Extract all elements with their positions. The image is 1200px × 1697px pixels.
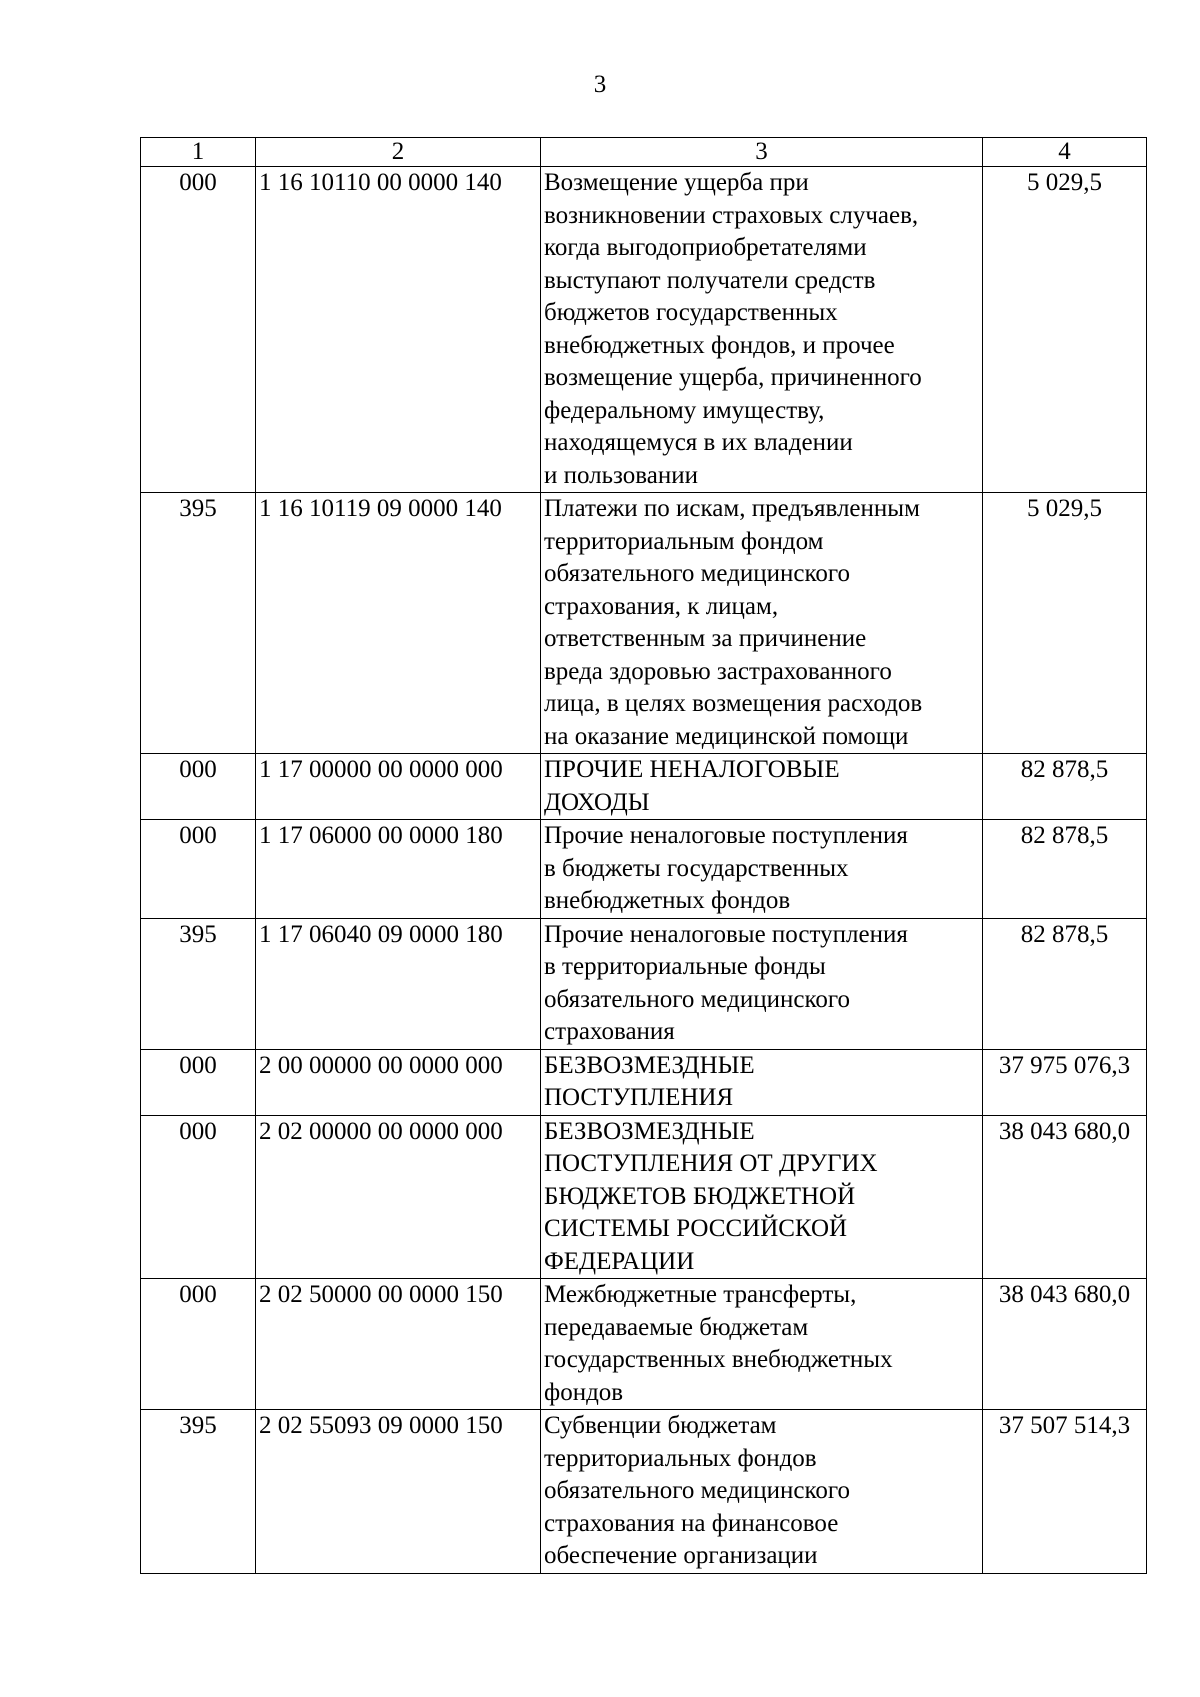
- admin-code-cell: 000: [141, 754, 256, 820]
- column-header-1: 1: [141, 138, 256, 167]
- revenue-name-cell: [541, 820, 983, 919]
- admin-code-cell: 395: [141, 1410, 256, 1574]
- revenue-name-line: внебюджетных фондов, и прочее: [544, 331, 895, 359]
- revenue-name-line: ПОСТУПЛЕНИЯ: [544, 1084, 734, 1111]
- budget-classification-code-cell: 2 00 00000 00 0000 000: [256, 1049, 541, 1115]
- revenue-name-line: внебюджетных фондов: [544, 887, 791, 914]
- revenue-name-line: выступают получатели средств: [544, 266, 876, 294]
- revenue-name-line: СИСТЕМЫ РОССИЙСКОЙ: [544, 1215, 848, 1242]
- revenue-name-line: обязательного медицинского: [544, 560, 851, 587]
- budget-classification-code-cell: 1 16 10119 09 0000 140: [256, 493, 541, 754]
- amount-cell: 37 507 514,3: [983, 1410, 1147, 1574]
- revenue-name-cell: [541, 1410, 983, 1574]
- revenue-name-line: возмещение ущерба, причиненного: [544, 364, 922, 391]
- revenue-name-line: Прочие неналоговые поступления: [544, 920, 908, 948]
- revenue-name-line: страхования на финансовое: [544, 1509, 839, 1537]
- budget-classification-code-cell: 1 16 10110 00 0000 140: [256, 167, 541, 493]
- revenue-name-line: территориальных фондов: [544, 1444, 817, 1472]
- table-row: [141, 1049, 1147, 1115]
- admin-code-cell: 395: [141, 918, 256, 1049]
- revenue-name-cell: [541, 918, 983, 1049]
- revenue-name-line: находящемуся в их владении: [544, 429, 853, 456]
- admin-code-cell: 000: [141, 1115, 256, 1279]
- revenue-name-line: Возмещение ущерба при: [544, 169, 809, 196]
- amount-cell: 5 029,5: [983, 167, 1147, 493]
- revenue-name-line: государственных внебюджетных: [544, 1346, 893, 1373]
- revenue-name-line: ФЕДЕРАЦИИ: [544, 1247, 695, 1275]
- revenue-name-cell: [541, 1279, 983, 1410]
- revenue-name-line: фондов: [544, 1378, 624, 1406]
- revenue-name-line: ДОХОДЫ: [544, 788, 650, 816]
- column-header-4: 4: [983, 138, 1147, 167]
- revenue-name-line: БЕЗВОЗМЕЗДНЫЕ: [544, 1051, 755, 1079]
- amount-cell: 82 878,5: [983, 820, 1147, 919]
- revenue-name-cell: [541, 754, 983, 820]
- table-row: [141, 1279, 1147, 1410]
- revenue-name-line: на оказание медицинской помощи: [544, 722, 909, 750]
- table-row: [141, 918, 1147, 1049]
- admin-code-cell: 000: [141, 1279, 256, 1410]
- amount-cell: 38 043 680,0: [983, 1115, 1147, 1279]
- revenue-name-line: обязательного медицинского: [544, 985, 851, 1013]
- table-row: [141, 754, 1147, 820]
- budget-classification-code-cell: 1 17 00000 00 0000 000: [256, 754, 541, 820]
- column-header-2: 2: [256, 138, 541, 167]
- revenue-name-line: страхования: [544, 1018, 675, 1045]
- column-header-3: 3: [541, 138, 983, 167]
- amount-cell: 82 878,5: [983, 754, 1147, 820]
- table-row: [141, 1115, 1147, 1279]
- page-number: 3: [593, 71, 607, 98]
- amount-cell: 82 878,5: [983, 918, 1147, 1049]
- admin-code-cell: 000: [141, 167, 256, 493]
- revenue-name-line: БЮДЖЕТОВ БЮДЖЕТНОЙ: [544, 1182, 856, 1210]
- revenue-name-line: в бюджеты государственных: [544, 854, 849, 882]
- revenue-name-line: ПРОЧИЕ НЕНАЛОГОВЫЕ: [544, 756, 840, 783]
- amount-cell: 5 029,5: [983, 493, 1147, 754]
- budget-classification-code-cell: 2 02 50000 00 0000 150: [256, 1279, 541, 1410]
- revenue-name-cell: [541, 1049, 983, 1115]
- table-row: [141, 1410, 1147, 1574]
- revenue-name-line: бюджетов государственных: [544, 299, 838, 326]
- revenue-name-line: Платежи по искам, предъявленным: [544, 495, 920, 522]
- table-row: [141, 820, 1147, 919]
- table-row: [141, 493, 1147, 754]
- revenue-name-line: Прочие неналоговые поступления: [544, 822, 908, 849]
- budget-revenue-table: [140, 137, 1147, 1574]
- budget-classification-code-cell: 2 02 00000 00 0000 000: [256, 1115, 541, 1279]
- admin-code-cell: 395: [141, 493, 256, 754]
- admin-code-cell: 000: [141, 820, 256, 919]
- revenue-name-line: передаваемые бюджетам: [544, 1313, 809, 1341]
- revenue-name-cell: [541, 1115, 983, 1279]
- revenue-name-line: федеральному имуществу,: [544, 396, 825, 424]
- revenue-name-cell: [541, 493, 983, 754]
- revenue-name-line: БЕЗВОЗМЕЗДНЫЕ: [544, 1117, 755, 1145]
- revenue-name-line: ответственным за причинение: [544, 625, 867, 652]
- budget-classification-code-cell: 1 17 06000 00 0000 180: [256, 820, 541, 919]
- admin-code-cell: 000: [141, 1049, 256, 1115]
- budget-classification-code-cell: 1 17 06040 09 0000 180: [256, 918, 541, 1049]
- revenue-name-line: в территориальные фонды: [544, 953, 826, 980]
- revenue-name-line: вреда здоровью застрахованного: [544, 657, 892, 685]
- budget-classification-code-cell: 2 02 55093 09 0000 150: [256, 1410, 541, 1574]
- revenue-name-line: возникновении страховых случаев,: [544, 201, 919, 229]
- table-row: [141, 167, 1147, 493]
- revenue-name-line: и пользовании: [544, 461, 698, 489]
- revenue-name-line: обязательного медицинского: [544, 1477, 851, 1504]
- revenue-name-line: когда выгодоприобретателями: [544, 234, 867, 261]
- revenue-name-cell: [541, 167, 983, 493]
- revenue-name-line: ПОСТУПЛЕНИЯ ОТ ДРУГИХ: [544, 1150, 878, 1177]
- amount-cell: 37 975 076,3: [983, 1049, 1147, 1115]
- table-header-row: [141, 138, 1147, 167]
- revenue-name-line: Межбюджетные трансферты,: [544, 1281, 857, 1308]
- amount-cell: 38 043 680,0: [983, 1279, 1147, 1410]
- revenue-name-line: территориальным фондом: [544, 527, 824, 555]
- revenue-name-line: обеспечение организации: [544, 1542, 818, 1569]
- revenue-name-line: страхования, к лицам,: [544, 592, 779, 620]
- revenue-name-line: лица, в целях возмещения расходов: [544, 690, 923, 717]
- revenue-name-line: Субвенции бюджетам: [544, 1412, 777, 1439]
